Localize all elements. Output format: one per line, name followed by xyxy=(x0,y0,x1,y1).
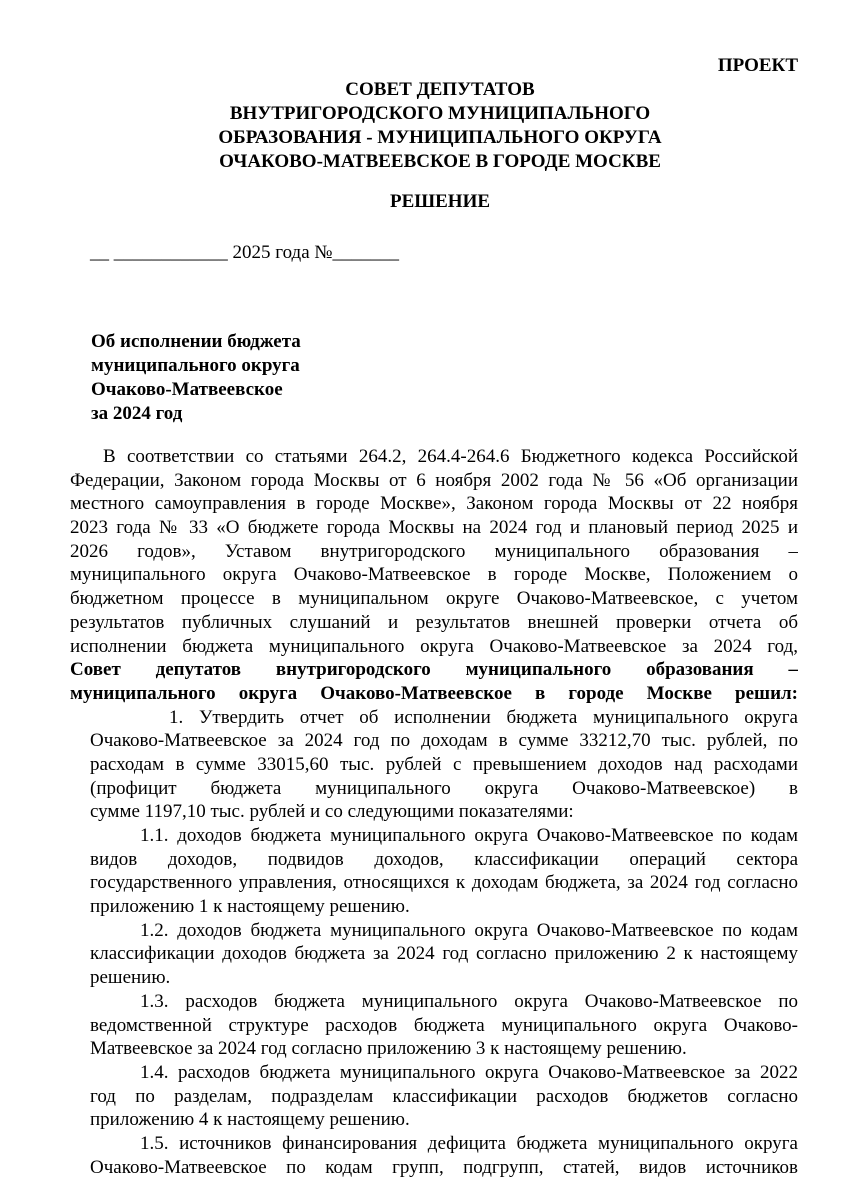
item-1-4-line: год по разделам, подразделам классификации расходов бюджетов согласно xyxy=(90,1085,798,1107)
preamble-line: 2026 годов», Уставом внутригородского муниципального образования – xyxy=(70,540,798,562)
council-header-line: ОБРАЗОВАНИЯ - МУНИЦИПАЛЬНОГО ОКРУГА xyxy=(218,127,662,148)
item-1-5-paragraph xyxy=(70,1132,798,1179)
preamble-paragraph xyxy=(70,445,798,706)
item-1-line: расходам в сумме 33015,60 тыс. рублей с превышением доходов над расходами xyxy=(90,753,798,775)
item-1-2-line: классификации доходов бюджета за 2024 год согласно приложению 2 к настоящему xyxy=(90,943,798,965)
subject-line: муниципального округа xyxy=(91,355,300,376)
subject-line: за 2024 год xyxy=(91,403,183,424)
preamble-line: результатов публичных слушаний и результатов внешней проверки отчета об xyxy=(70,611,798,633)
council-header-line: ОЧАКОВО-МАТВЕЕВСКОЕ В ГОРОДЕ МОСКВЕ xyxy=(219,151,661,172)
council-header xyxy=(70,78,810,174)
item-1-1-line: 1.1. доходов бюджета муниципального округа Очаково-Матвеевское по кодам xyxy=(140,825,798,846)
item-1-2-line: 1.2. доходов бюджета муниципального округа Очаково-Матвеевское по кодам xyxy=(140,919,798,941)
preamble-line: 2023 года № 33 «О бюджете города Москвы на 2024 год и плановый период 2025 и xyxy=(70,517,798,539)
resolution-line: муниципального округа Очаково-Матвеевское в городе Москве решил: xyxy=(70,682,798,704)
decision-title: РЕШЕНИЕ xyxy=(389,191,491,212)
item-1-1-line: государственного управления, относящихся к доходам бюджета, за 2024 год согласно xyxy=(90,872,798,894)
subject-line: Очаково-Матвеевское xyxy=(91,379,283,400)
item-1-2-paragraph xyxy=(70,919,798,990)
resolution-line: Совет депутатов внутригородского муниципального образования – xyxy=(70,659,798,681)
preamble-line: местного самоуправления в городе Москве», Законом города Москвы от 22 ноября xyxy=(70,493,798,515)
item-1-paragraph xyxy=(70,706,798,824)
item-1-line: (профицит бюджета муниципального округа Очаково-Матвеевское) в xyxy=(90,777,798,799)
item-1-line: Очаково-Матвеевское за 2024 год по доходам в сумме 33212,70 тыс. рублей, по xyxy=(90,730,798,752)
council-header-line: СОВЕТ ДЕПУТАТОВ xyxy=(345,79,535,100)
item-1-4-line: 1.4. расходов бюджета муниципального округа Очаково-Матвеевское за 2022 xyxy=(140,1061,798,1083)
decision-subject xyxy=(91,330,301,426)
date-number-line: __ ____________ 2025 года №_______ xyxy=(90,242,400,263)
council-header-line: ВНУТРИГОРОДСКОГО МУНИЦИПАЛЬНОГО xyxy=(229,103,651,124)
item-1-2-line: решению. xyxy=(90,967,171,989)
item-1-line: сумме 1197,10 тыс. рублей и со следующими показателями: xyxy=(90,801,574,823)
item-1-3-paragraph xyxy=(70,990,798,1061)
preamble-line: В соответствии со статьями 264.2, 264.4-264.6 Бюджетного кодекса Российской xyxy=(103,446,798,467)
item-1-5-line: 1.5. источников финансирования дефицита бюджета муниципального округа xyxy=(140,1132,798,1154)
item-1-3-line: 1.3. расходов бюджета муниципального округа Очаково-Матвеевское по xyxy=(140,990,798,1012)
item-1-1-line: приложению 1 к настоящему решению. xyxy=(90,896,410,918)
project-label: ПРОЕКТ xyxy=(717,55,798,76)
subject-line: Об исполнении бюджета xyxy=(91,331,301,352)
item-1-line: 1. Утвердить отчет об исполнении бюджета муниципального округа xyxy=(169,706,798,728)
item-1-3-line: Матвеевское за 2024 год согласно приложению 3 к настоящему решению. xyxy=(90,1038,687,1060)
item-1-5-line: Очаково-Матвеевское по кодам групп, подгрупп, статей, видов источников xyxy=(90,1156,798,1178)
item-1-1-paragraph xyxy=(70,824,798,919)
preamble-line: исполнении бюджета муниципального округа Очаково-Матвеевское за 2024 год, xyxy=(70,635,798,657)
preamble-line: бюджетном процессе в муниципальном округе Очаково-Матвеевское, с учетом xyxy=(70,588,798,610)
decision-body xyxy=(70,445,798,1179)
preamble-line: муниципального округа Очаково-Матвеевское в городе Москве, Положением о xyxy=(70,564,798,586)
preamble-line: Федерации, Законом города Москвы от 6 ноября 2002 года № 56 «Об организации xyxy=(70,469,798,491)
item-1-4-paragraph xyxy=(70,1061,798,1132)
item-1-3-line: ведомственной структуре расходов бюджета муниципального округа Очаково- xyxy=(90,1014,798,1036)
item-1-1-line: видов доходов, подвидов доходов, классификации операций сектора xyxy=(90,848,798,870)
item-1-4-line: приложению 4 к настоящему решению. xyxy=(90,1109,410,1131)
